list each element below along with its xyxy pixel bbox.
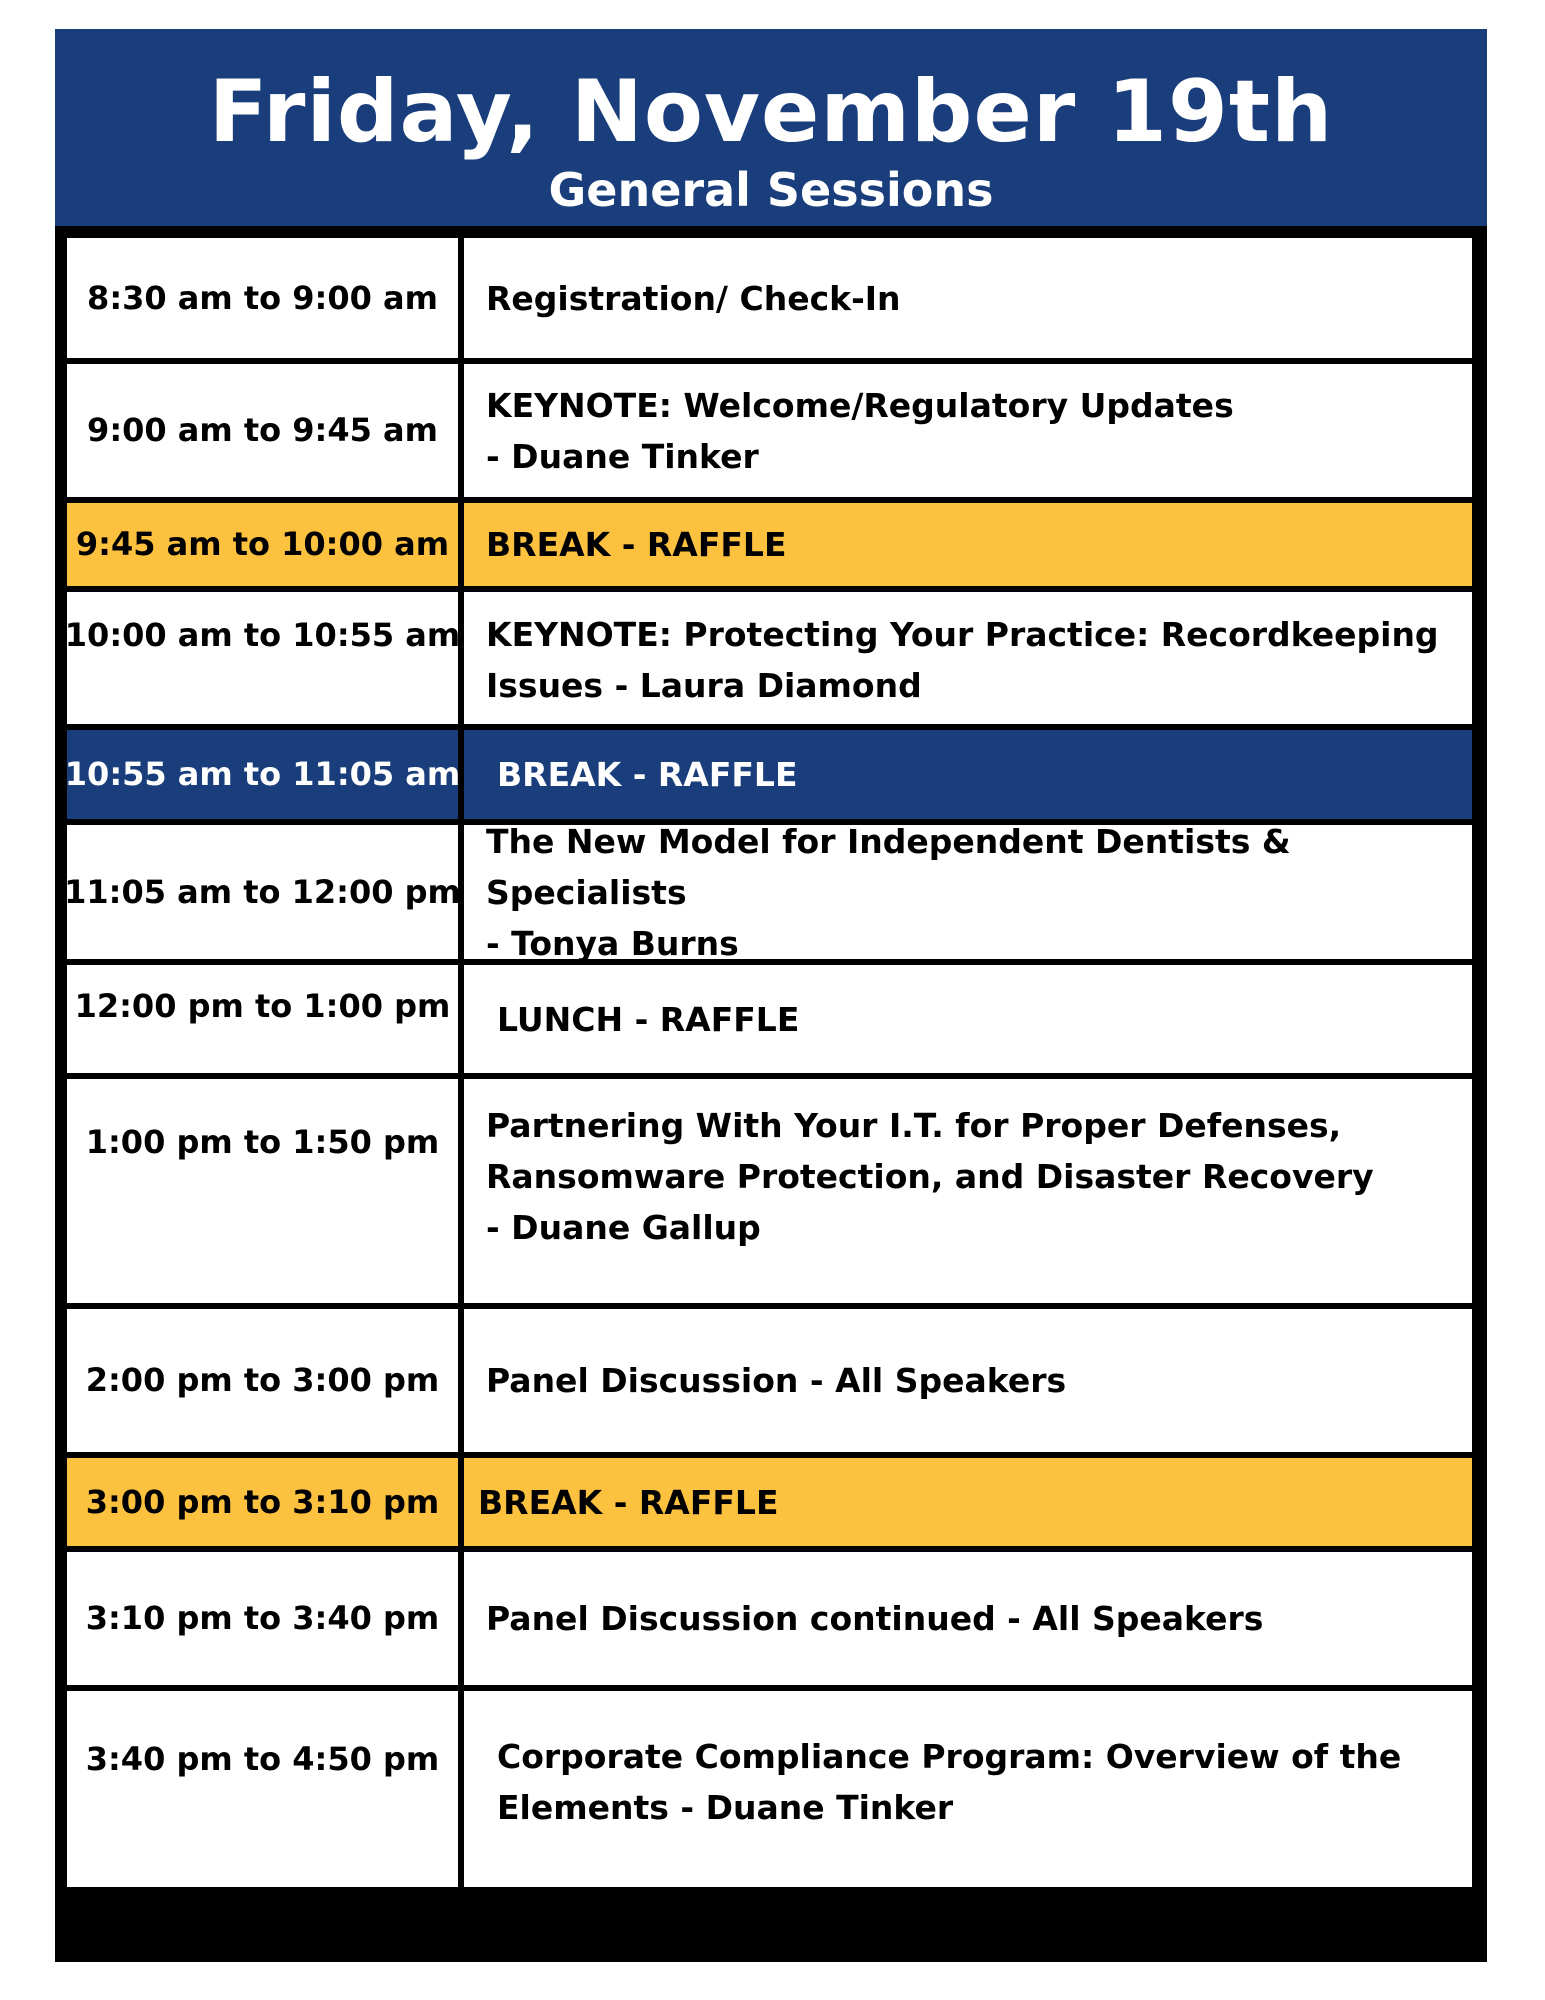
schedule-row [67, 1079, 1472, 1303]
schedule-row-break [67, 503, 1472, 586]
session-text: The New Model for Independent Dentists & Specialists - Tonya Burns [486, 821, 1291, 963]
time-text: 12:00 pm to 1:00 pm [74, 987, 451, 1025]
schedule-row-break [64, 730, 1472, 819]
session-cell [464, 965, 1472, 1073]
time-cell [67, 1079, 458, 1303]
time-cell: 3:00 pm to 3:10 pm [67, 1458, 458, 1546]
session-cell [464, 821, 1472, 963]
page-title: Friday, November 19th [208, 62, 1334, 162]
session-text: Panel Discussion - All Speakers [486, 1361, 1067, 1400]
time-cell [67, 1691, 458, 1887]
time-text: 10:00 am to 10:55 am [64, 616, 461, 654]
schedule-row [67, 1309, 1472, 1452]
session-text: Partnering With Your I.T. for Proper Defenses, Ransomware Protection, and Disaster Recovery - Duane Gallup [486, 1106, 1374, 1247]
session-cell [464, 1458, 1472, 1546]
session-text: BREAK - RAFFLE [478, 1482, 779, 1522]
session-cell [464, 364, 1472, 497]
session-text: BREAK - RAFFLE [497, 755, 798, 794]
session-cell [464, 1552, 1472, 1685]
schedule-row [64, 592, 1472, 724]
time-cell: 2:00 pm to 3:00 pm [67, 1309, 458, 1452]
time-cell: 8:30 am to 9:00 am [67, 238, 458, 358]
time-cell: 9:00 am to 9:45 am [67, 364, 458, 497]
schedule-page [55, 29, 1487, 1962]
session-text: LUNCH - RAFFLE [497, 999, 800, 1039]
page-subtitle: General Sessions [548, 163, 994, 217]
time-text: 3:40 pm to 4:50 pm [85, 1740, 440, 1778]
time-cell: 3:10 pm to 3:40 pm [67, 1552, 458, 1685]
session-cell [464, 238, 1472, 358]
session-cell [464, 1691, 1472, 1887]
session-text: Registration/ Check-In [486, 278, 901, 318]
time-cell: 11:05 am to 12:00 pm [67, 825, 458, 959]
session-cell [464, 503, 1472, 586]
schedule-row-break [67, 1458, 1472, 1546]
session-cell [464, 1309, 1472, 1452]
schedule-table [55, 226, 1487, 1962]
schedule-header [55, 29, 1487, 226]
time-cell: 10:55 am to 11:05 am [67, 730, 458, 819]
session-text: BREAK - RAFFLE [486, 525, 787, 564]
session-cell [464, 730, 1472, 819]
time-cell [67, 965, 458, 1073]
time-text: 1:00 pm to 1:50 pm [85, 1123, 440, 1161]
schedule-row [67, 965, 1472, 1073]
schedule-row [64, 821, 1472, 963]
schedule-row [67, 1691, 1472, 1887]
session-text: Panel Discussion continued - All Speakers [486, 1599, 1264, 1638]
session-text: Corporate Compliance Program: Overview of the Elements - Duane Tinker [497, 1737, 1402, 1827]
session-cell [464, 592, 1472, 724]
time-cell [64, 592, 461, 724]
session-text: KEYNOTE: Welcome/Regulatory Updates - Duane Tinker [486, 385, 1234, 476]
session-text: KEYNOTE: Protecting Your Practice: Recordkeeping Issues - Laura Diamond [486, 615, 1439, 705]
schedule-row [67, 1552, 1472, 1685]
time-cell: 9:45 am to 10:00 am [67, 503, 458, 586]
schedule-row [67, 364, 1472, 497]
schedule-row [67, 238, 1472, 358]
session-cell [464, 1079, 1472, 1303]
